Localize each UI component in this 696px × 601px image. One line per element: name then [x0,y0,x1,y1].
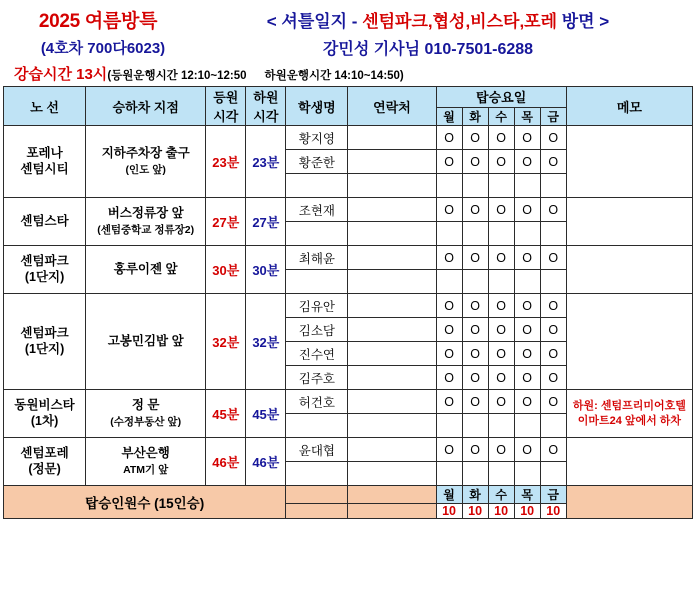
table-row [4,198,693,222]
shuttle-table [3,86,693,519]
cell-departure-time: 23분 [206,126,246,198]
page-title: 2025 여름방특 [38,10,158,32]
cell-day-fri: O [540,342,566,366]
cell-day-mon: O [436,342,462,366]
cell-student-name: 황준한 [286,150,348,174]
summary-day-mon: 월 [436,486,462,504]
cell-day-wed [488,174,514,198]
stop-line1: 버스정류장 앞 [107,205,184,220]
cell-day-thu: O [514,390,540,414]
th-departure-line1: 등원 [213,90,239,105]
summary-count-fri: 10 [540,504,566,519]
stop-line1: 고봉민김밥 앞 [107,333,184,348]
cell-day-wed: O [488,438,514,462]
cell-contact [348,318,436,342]
cell-day-tue [462,414,488,438]
th-departure-time [206,87,246,126]
cell-contact [348,342,436,366]
cell-day-mon [436,270,462,294]
cell-student-name [286,414,348,438]
cell-departure-time: 45분 [206,390,246,438]
summary-blank-cell [286,486,348,504]
driver-info: 강민성 기사님 010-7501-6288 [322,40,534,58]
cell-student-name: 김주호 [286,366,348,390]
th-arrival-line1: 하원 [253,90,279,105]
cell-day-wed [488,462,514,486]
route-line1: 센텀파크 [20,253,69,268]
table-row [4,294,693,318]
cell-stop [86,390,206,438]
cell-contact [348,414,436,438]
cell-day-thu: O [514,246,540,270]
cell-day-tue: O [462,126,488,150]
bus-number: (4호차 700다6023) [40,39,166,57]
cell-day-wed [488,222,514,246]
cell-day-wed: O [488,150,514,174]
cell-day-wed: O [488,318,514,342]
cell-stop [86,246,206,294]
cell-day-fri: O [540,294,566,318]
cell-day-mon [436,414,462,438]
cell-student-name [286,462,348,486]
cell-student-name: 황지영 [286,126,348,150]
cell-day-mon: O [436,294,462,318]
cell-day-wed: O [488,246,514,270]
cell-day-wed [488,414,514,438]
cell-student-name: 김유안 [286,294,348,318]
header-row-lesson [0,60,696,86]
cell-contact [348,222,436,246]
cell-contact [348,294,436,318]
table-header-row-1 [4,87,693,108]
route-line1: 센텀파크 [20,325,69,340]
cell-day-tue: O [462,438,488,462]
cell-memo [566,438,692,486]
cell-day-mon: O [436,366,462,390]
header-row-title [0,4,696,34]
cell-day-mon: O [436,150,462,174]
cell-route [4,294,86,390]
cell-day-mon: O [436,126,462,150]
cell-day-thu: O [514,318,540,342]
cell-day-mon [436,174,462,198]
cell-contact [348,126,436,150]
cell-day-fri [540,270,566,294]
cell-stop [86,198,206,246]
lesson-time [8,63,404,84]
th-route: 노 선 [4,87,86,126]
cell-arrival-time: 30분 [246,246,286,294]
cell-day-fri: O [540,366,566,390]
cell-day-tue [462,222,488,246]
th-student-name: 학생명 [286,87,348,126]
cell-day-fri: O [540,198,566,222]
cell-day-mon: O [436,318,462,342]
cell-day-mon [436,462,462,486]
cell-stop [86,294,206,390]
route-line1: 센텀포레 [20,445,69,460]
cell-day-fri: O [540,150,566,174]
memo-line1: 하원: 센텀프리미어호텔 [572,400,686,413]
cell-student-name: 진수연 [286,342,348,366]
cell-day-mon: O [436,438,462,462]
cell-student-name: 조현재 [286,198,348,222]
cell-memo [566,198,692,246]
cell-route [4,198,86,246]
stop-line1: 부산은행 [121,445,170,460]
th-day-tue: 화 [462,107,488,125]
summary-row-days [4,486,693,504]
summary-blank-cell [286,504,348,519]
cell-day-tue: O [462,390,488,414]
cell-contact [348,366,436,390]
th-day-thu: 목 [514,107,540,125]
cell-route [4,390,86,438]
summary-count-wed: 10 [488,504,514,519]
stop-line2: (센텀중학교 정류장2) [97,223,195,236]
th-boarding-days: 탑승요일 [436,87,566,108]
th-contact: 연락처 [348,87,436,126]
route-line2: (1단지) [24,341,65,356]
th-day-mon: 월 [436,107,462,125]
cell-day-fri: O [540,390,566,414]
cell-arrival-time: 32분 [246,294,286,390]
cell-route [4,126,86,198]
th-day-wed: 수 [488,107,514,125]
cell-day-mon: O [436,198,462,222]
route-title-prefix: < 셔틀일지 - [266,11,363,31]
cell-day-tue: O [462,150,488,174]
cell-day-thu: O [514,126,540,150]
cell-day-fri [540,174,566,198]
th-arrival-line2: 시각 [253,109,279,124]
cell-day-thu [514,270,540,294]
cell-memo [566,390,692,438]
cell-memo [566,126,692,198]
cell-day-wed [488,270,514,294]
table-row [4,390,693,414]
cell-arrival-time: 27분 [246,198,286,246]
header-row-bus [0,34,696,60]
cell-day-wed: O [488,198,514,222]
th-memo: 메모 [566,87,692,126]
cell-departure-time: 46분 [206,438,246,486]
depart-note: (등원운행시간 12:10~12:50 [107,69,247,82]
table-body [4,126,693,519]
route-title-highlight: 센텀파크,협성,비스타,포레 [362,11,558,31]
summary-day-thu: 목 [514,486,540,504]
cell-contact [348,246,436,270]
cell-route [4,246,86,294]
cell-contact [348,438,436,462]
cell-day-fri: O [540,126,566,150]
stop-line2: (인도 앞) [125,163,166,176]
route-line2: 센텀시티 [20,161,69,176]
cell-route [4,438,86,486]
cell-day-tue: O [462,198,488,222]
stop-line2: (수정부동산 앞) [110,415,182,428]
cell-day-thu [514,222,540,246]
summary-count-mon: 10 [436,504,462,519]
cell-contact [348,174,436,198]
route-line1: 센텀스타 [20,213,69,228]
summary-day-tue: 화 [462,486,488,504]
cell-day-tue [462,174,488,198]
cell-day-wed: O [488,342,514,366]
route-line1: 동원비스타 [14,397,75,412]
cell-day-tue [462,270,488,294]
summary-day-wed: 수 [488,486,514,504]
summary-count-tue: 10 [462,504,488,519]
cell-student-name: 윤대협 [286,438,348,462]
cell-day-mon: O [436,246,462,270]
cell-student-name: 최해윤 [286,246,348,270]
cell-day-fri: O [540,438,566,462]
cell-day-tue: O [462,294,488,318]
cell-day-fri [540,462,566,486]
cell-day-wed: O [488,126,514,150]
table-row [4,126,693,150]
summary-label: 탑승인원수 (15인승) [4,486,286,519]
cell-day-wed: O [488,366,514,390]
summary-blank-cell [348,486,436,504]
cell-day-thu: O [514,294,540,318]
table-row [4,246,693,270]
cell-day-thu: O [514,342,540,366]
cell-student-name: 김소담 [286,318,348,342]
th-departure-line2: 시각 [213,109,239,124]
cell-departure-time: 27분 [206,198,246,246]
cell-memo [566,246,692,294]
route-line1: 포레나 [26,145,63,160]
cell-student-name [286,222,348,246]
summary-memo-cell [566,486,692,519]
route-title [188,7,688,32]
cell-arrival-time: 46분 [246,438,286,486]
cell-day-mon [436,222,462,246]
cell-day-wed: O [488,294,514,318]
stop-line1: 정 문 [131,397,160,412]
cell-contact [348,462,436,486]
cell-arrival-time: 23분 [246,126,286,198]
stop-line1: 홍루이젠 앞 [113,261,178,276]
th-arrival-time [246,87,286,126]
cell-day-thu: O [514,438,540,462]
cell-day-tue: O [462,318,488,342]
cell-arrival-time: 45분 [246,390,286,438]
cell-day-thu: O [514,198,540,222]
cell-day-tue [462,462,488,486]
cell-day-thu [514,174,540,198]
cell-memo [566,294,692,390]
route-line2: (1단지) [24,269,65,284]
th-stop: 승하차 지점 [86,87,206,126]
route-title-suffix: 방면 > [557,11,610,31]
stop-line1: 지하주차장 출구 [101,145,190,160]
cell-contact [348,150,436,174]
cell-contact [348,270,436,294]
shuttle-log-page [0,4,696,601]
cell-day-wed: O [488,390,514,414]
cell-student-name [286,174,348,198]
cell-day-fri [540,414,566,438]
cell-student-name [286,270,348,294]
cell-day-fri: O [540,246,566,270]
cell-departure-time: 30분 [206,246,246,294]
table-row [4,438,693,462]
th-day-fri: 금 [540,107,566,125]
lesson-time-label: 강습시간 13시 [14,65,108,83]
cell-day-tue: O [462,366,488,390]
cell-departure-time: 32분 [206,294,246,390]
summary-blank-cell [348,504,436,519]
summary-day-fri: 금 [540,486,566,504]
cell-stop [86,438,206,486]
arrive-note: 하원운행시간 14:10~14:50) [264,69,404,82]
stop-line2: ATM기 앞 [123,463,169,476]
cell-day-thu [514,414,540,438]
route-line2: (1차) [30,413,59,428]
cell-day-fri [540,222,566,246]
cell-day-fri: O [540,318,566,342]
cell-stop [86,126,206,198]
cell-day-mon: O [436,390,462,414]
memo-line2: 이마트24 앞에서 하차 [577,414,682,427]
cell-contact [348,198,436,222]
cell-day-tue: O [462,246,488,270]
cell-day-tue: O [462,342,488,366]
summary-count-thu: 10 [514,504,540,519]
cell-day-thu: O [514,150,540,174]
cell-contact [348,390,436,414]
cell-day-thu: O [514,366,540,390]
route-line2: (정문) [28,461,61,476]
cell-day-thu [514,462,540,486]
cell-student-name: 허건호 [286,390,348,414]
